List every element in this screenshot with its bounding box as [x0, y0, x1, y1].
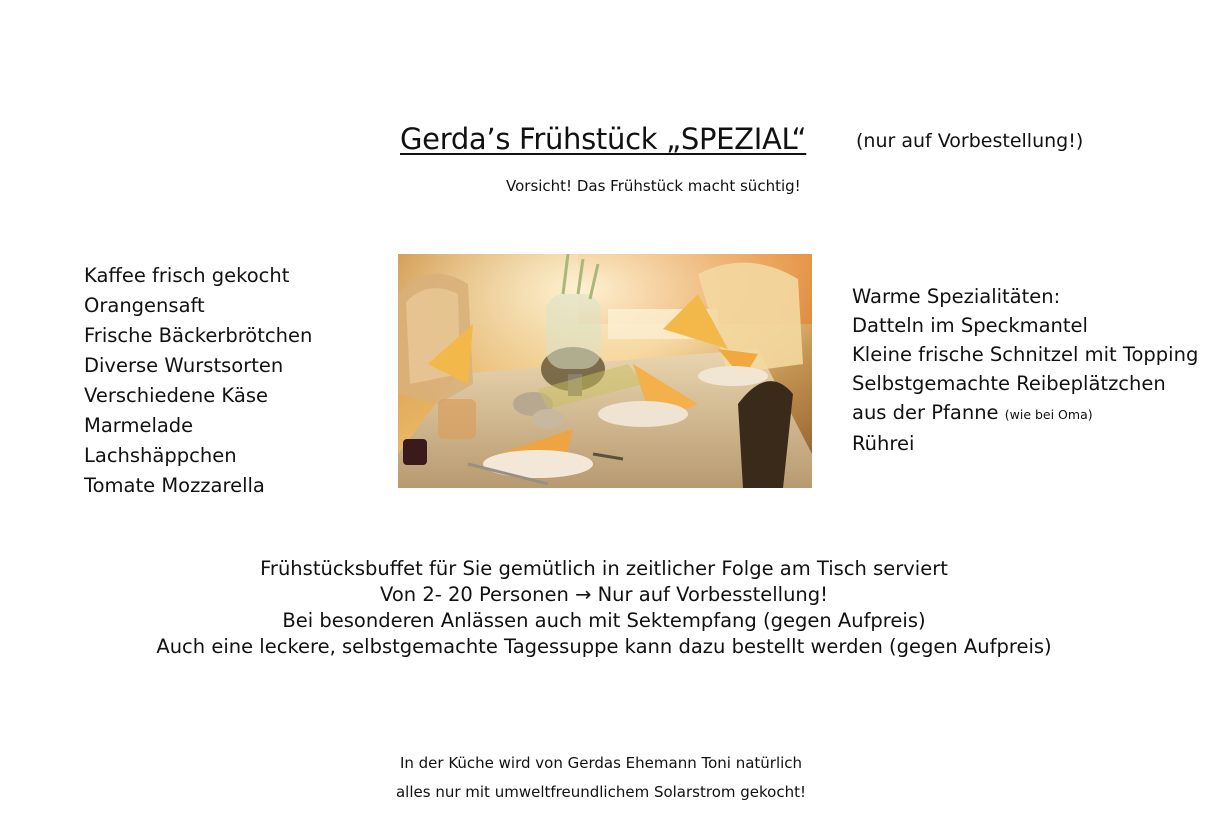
list-item: Kaffee frisch gekocht — [84, 264, 290, 287]
list-item: Marmelade — [84, 414, 194, 437]
list-item-text: aus der Pfanne — [852, 401, 999, 424]
specialties-heading: Warme Spezialitäten: — [852, 285, 1061, 308]
footer-line: alles nur mit umweltfreundlichem Solarstrom gekocht! — [395, 783, 806, 801]
preorder-note: (nur auf Vorbestellung!) — [856, 130, 1084, 152]
info-line: Von 2- 20 Personen → Nur auf Vorbesstellung! — [380, 583, 828, 606]
footer-note — [0, 749, 1202, 807]
warm-specialties-list — [852, 282, 1198, 458]
list-item: Verschiedene Käse — [84, 384, 268, 407]
info-line: Auch eine leckere, selbstgemachte Tagessuppe kann dazu bestellt werden (gegen Aufpreis) — [156, 635, 1052, 658]
service-info — [0, 556, 1208, 660]
list-item: Lachshäppchen — [84, 444, 237, 467]
info-line: Frühstücksbuffet für Sie gemütlich in zeitlicher Folge am Tisch serviert — [260, 557, 948, 580]
breakfast-items-list — [84, 261, 312, 501]
list-item: Selbstgemachte Reibeplätzchen — [852, 372, 1166, 395]
breakfast-table-photo — [398, 254, 812, 488]
info-line: Bei besonderen Anlässen auch mit Sektempfang (gegen Aufpreis) — [282, 609, 926, 632]
list-item: Frische Bäckerbrötchen — [84, 324, 313, 347]
footer-line: In der Küche wird von Gerdas Ehemann Toni natürlich — [399, 754, 803, 772]
list-item — [852, 398, 1198, 429]
list-item-note: (wie bei Oma) — [1004, 407, 1093, 422]
list-item: Kleine frische Schnitzel mit Topping — [852, 343, 1199, 366]
page-subtitle: Vorsicht! Das Frühstück macht süchtig! — [506, 177, 801, 195]
list-item: Datteln im Speckmantel — [852, 314, 1088, 337]
list-item: Rührei — [852, 432, 915, 455]
list-item: Orangensaft — [84, 294, 205, 317]
page-title: Gerda’s Frühstück „SPEZIAL“ — [400, 122, 807, 156]
list-item: Diverse Wurstsorten — [84, 354, 284, 377]
list-item: Tomate Mozzarella — [84, 474, 265, 497]
